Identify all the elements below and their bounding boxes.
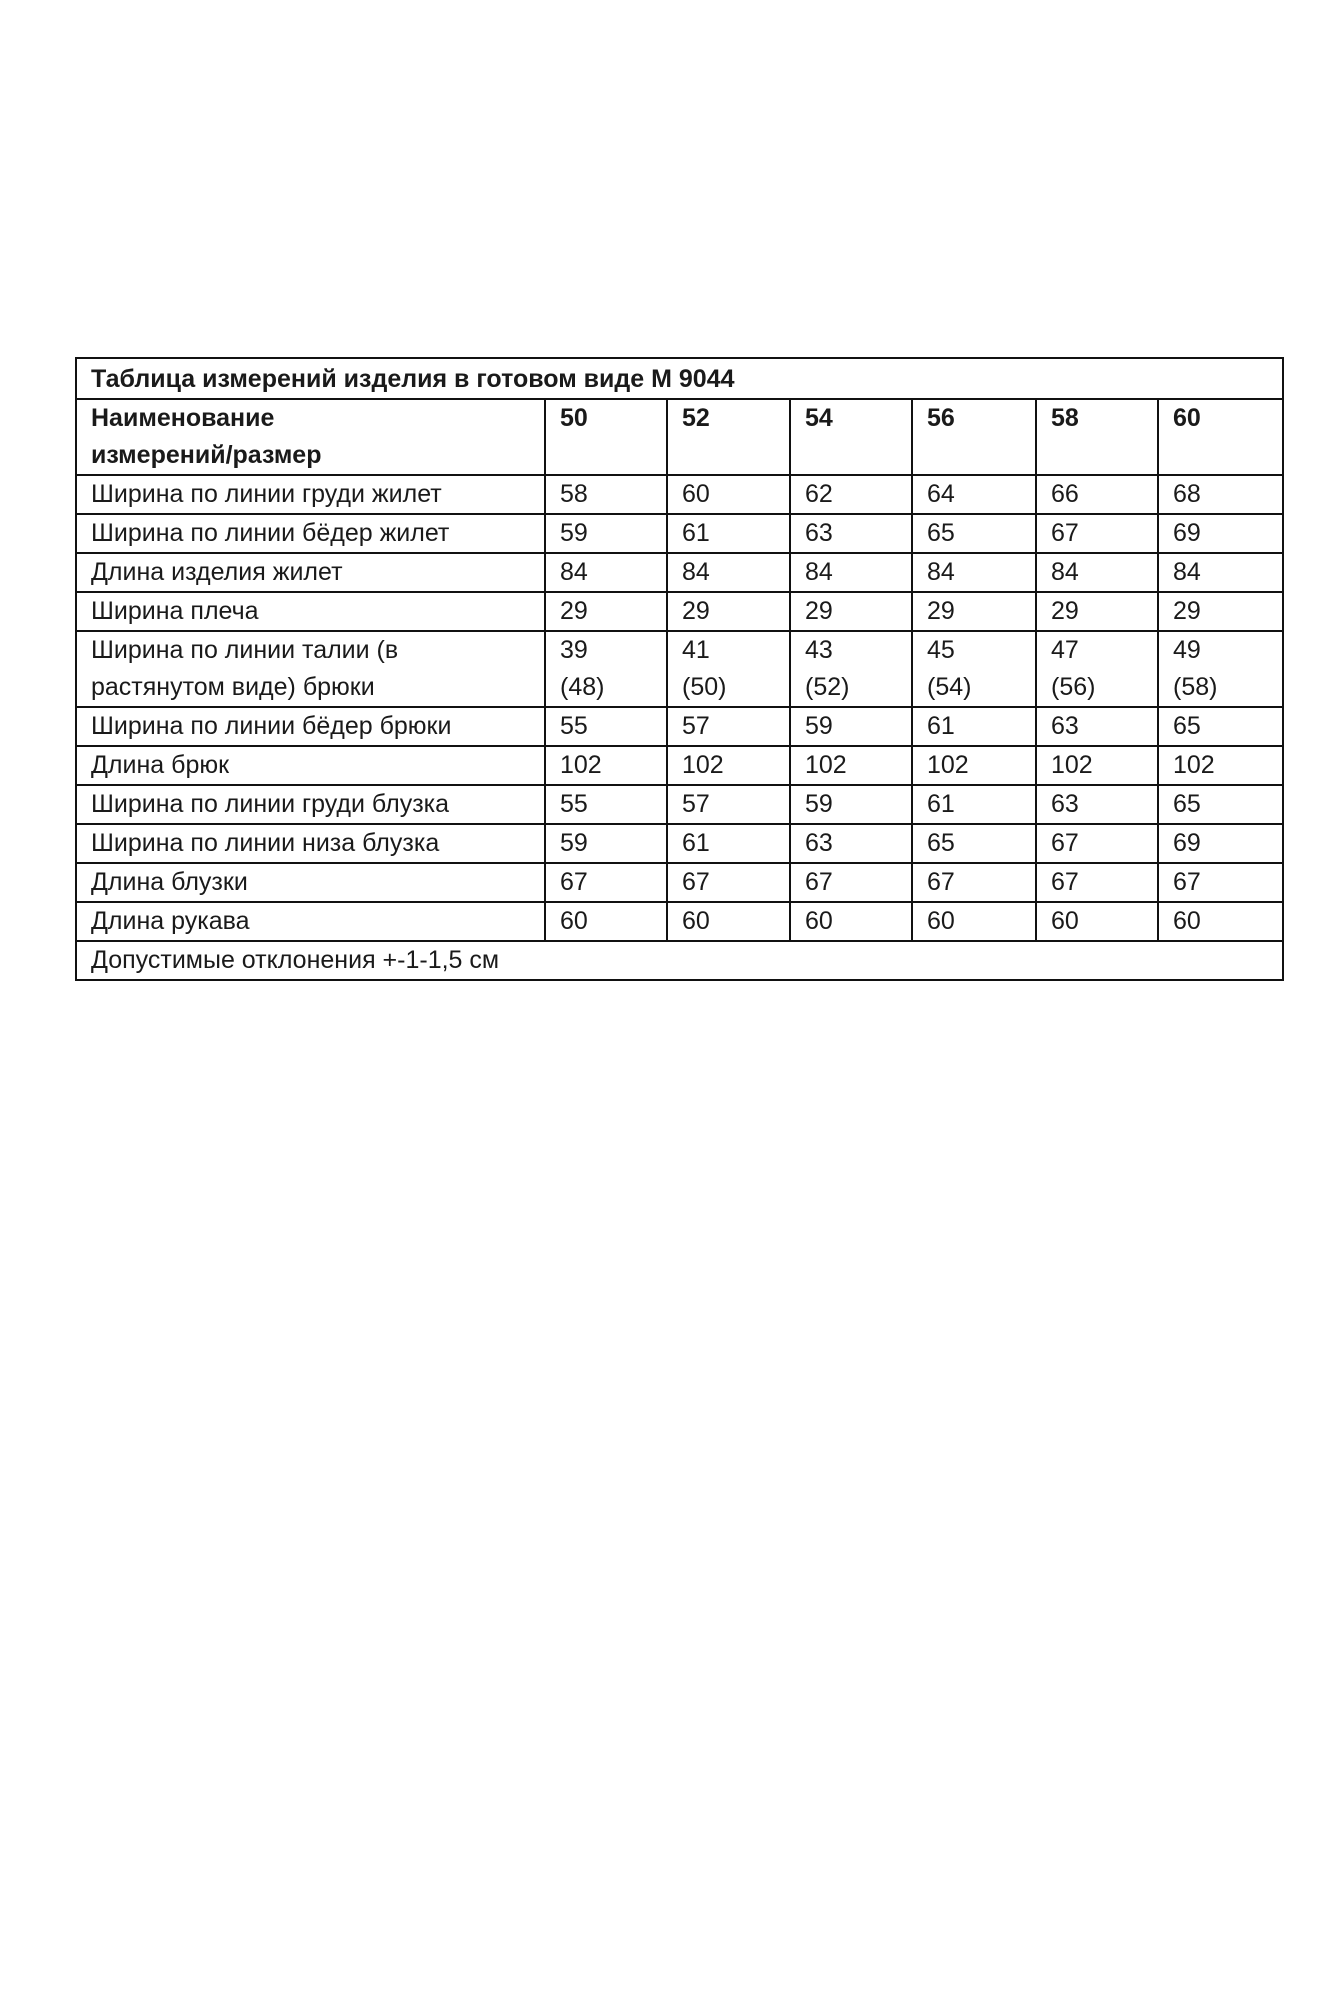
value-line: (54) (927, 673, 972, 701)
table-row (76, 592, 1283, 631)
header-size-cell: 56 (912, 399, 1036, 475)
size-table (75, 357, 1284, 981)
header-label-cell (76, 399, 545, 475)
header-label-line1: Наименование (91, 404, 275, 432)
value-line: (50) (682, 673, 727, 701)
value-line: (58) (1173, 673, 1218, 701)
header-size-cell: 50 (545, 399, 667, 475)
value-cell: 59 (545, 514, 667, 553)
table-row (76, 514, 1283, 553)
value-line: 45 (927, 636, 955, 664)
value-cell: 65 (912, 514, 1036, 553)
value-cell: 65 (912, 824, 1036, 863)
value-cell: 55 (545, 785, 667, 824)
value-cell (912, 631, 1036, 707)
value-cell: 102 (912, 746, 1036, 785)
table-row (76, 902, 1283, 941)
value-line: 49 (1173, 636, 1201, 664)
value-cell: 60 (790, 902, 912, 941)
table-row (76, 824, 1283, 863)
value-cell: 67 (667, 863, 790, 902)
value-cell: 66 (1036, 475, 1158, 514)
value-cell: 62 (790, 475, 912, 514)
value-cell: 68 (1158, 475, 1283, 514)
value-cell: 60 (1036, 902, 1158, 941)
value-cell (545, 631, 667, 707)
size-table-container (75, 357, 1282, 981)
value-line: 39 (560, 636, 588, 664)
row-label-line: растянутом виде) брюки (91, 673, 375, 701)
header-size-cell: 60 (1158, 399, 1283, 475)
value-cell: 84 (1036, 553, 1158, 592)
row-label-cell: Ширина плеча (76, 592, 545, 631)
value-cell: 67 (1036, 514, 1158, 553)
header-label-line2: измерений/размер (91, 441, 322, 469)
value-cell: 63 (1036, 785, 1158, 824)
row-label-cell: Длина рукава (76, 902, 545, 941)
table-title-row (76, 358, 1283, 399)
value-cell: 57 (667, 707, 790, 746)
table-title: Таблица измерений изделия в готовом виде М 9044 (76, 358, 1283, 399)
row-label-cell: Ширина по линии груди блузка (76, 785, 545, 824)
value-cell: 64 (912, 475, 1036, 514)
value-cell: 57 (667, 785, 790, 824)
row-label-cell: Ширина по линии низа блузка (76, 824, 545, 863)
value-cell: 60 (667, 475, 790, 514)
value-cell: 102 (667, 746, 790, 785)
value-cell: 65 (1158, 707, 1283, 746)
value-line: (48) (560, 673, 605, 701)
value-cell: 59 (790, 785, 912, 824)
value-cell (1036, 631, 1158, 707)
value-cell: 84 (1158, 553, 1283, 592)
value-cell: 84 (667, 553, 790, 592)
value-cell: 59 (790, 707, 912, 746)
row-label-cell: Длина изделия жилет (76, 553, 545, 592)
value-cell: 59 (545, 824, 667, 863)
value-line: (56) (1051, 673, 1096, 701)
value-cell: 67 (545, 863, 667, 902)
value-cell (790, 631, 912, 707)
value-cell: 60 (545, 902, 667, 941)
value-line: 47 (1051, 636, 1079, 664)
table-row (76, 785, 1283, 824)
value-cell: 63 (790, 824, 912, 863)
row-label-cell: Длина брюк (76, 746, 545, 785)
value-cell: 29 (1158, 592, 1283, 631)
tolerance-note: Допустимые отклонения +-1-1,5 см (76, 941, 1283, 980)
row-label-cell: Ширина по линии груди жилет (76, 475, 545, 514)
value-cell: 29 (912, 592, 1036, 631)
header-size-cell: 54 (790, 399, 912, 475)
value-line: 41 (682, 636, 710, 664)
value-cell: 69 (1158, 514, 1283, 553)
value-line: 43 (805, 636, 833, 664)
value-cell: 67 (1036, 863, 1158, 902)
value-cell: 84 (790, 553, 912, 592)
value-cell: 55 (545, 707, 667, 746)
row-label-cell: Ширина по линии бёдер брюки (76, 707, 545, 746)
value-cell: 67 (1158, 863, 1283, 902)
table-row (76, 746, 1283, 785)
value-cell: 58 (545, 475, 667, 514)
value-line: (52) (805, 673, 850, 701)
table-row (76, 475, 1283, 514)
value-cell: 69 (1158, 824, 1283, 863)
table-footer-row (76, 941, 1283, 980)
value-cell: 60 (912, 902, 1036, 941)
header-size-cell: 58 (1036, 399, 1158, 475)
value-cell: 63 (790, 514, 912, 553)
value-cell: 102 (1158, 746, 1283, 785)
value-cell: 61 (667, 824, 790, 863)
value-cell: 29 (790, 592, 912, 631)
value-cell: 84 (912, 553, 1036, 592)
value-cell: 63 (1036, 707, 1158, 746)
row-label-cell: Длина блузки (76, 863, 545, 902)
table-row (76, 631, 1283, 707)
row-label-line: Ширина по линии талии (в (91, 636, 399, 664)
table-row (76, 863, 1283, 902)
value-cell: 67 (1036, 824, 1158, 863)
table-header-row (76, 399, 1283, 475)
table-row (76, 707, 1283, 746)
value-cell: 84 (545, 553, 667, 592)
row-label-cell: Ширина по линии бёдер жилет (76, 514, 545, 553)
value-cell: 102 (545, 746, 667, 785)
value-cell: 29 (667, 592, 790, 631)
header-size-cell: 52 (667, 399, 790, 475)
value-cell: 67 (790, 863, 912, 902)
value-cell: 65 (1158, 785, 1283, 824)
value-cell: 102 (790, 746, 912, 785)
table-row (76, 553, 1283, 592)
value-cell: 67 (912, 863, 1036, 902)
value-cell: 29 (545, 592, 667, 631)
value-cell: 102 (1036, 746, 1158, 785)
value-cell: 60 (1158, 902, 1283, 941)
value-cell (667, 631, 790, 707)
value-cell: 60 (667, 902, 790, 941)
value-cell: 61 (912, 707, 1036, 746)
value-cell (1158, 631, 1283, 707)
value-cell: 61 (912, 785, 1036, 824)
value-cell: 29 (1036, 592, 1158, 631)
row-label-cell (76, 631, 545, 707)
value-cell: 61 (667, 514, 790, 553)
